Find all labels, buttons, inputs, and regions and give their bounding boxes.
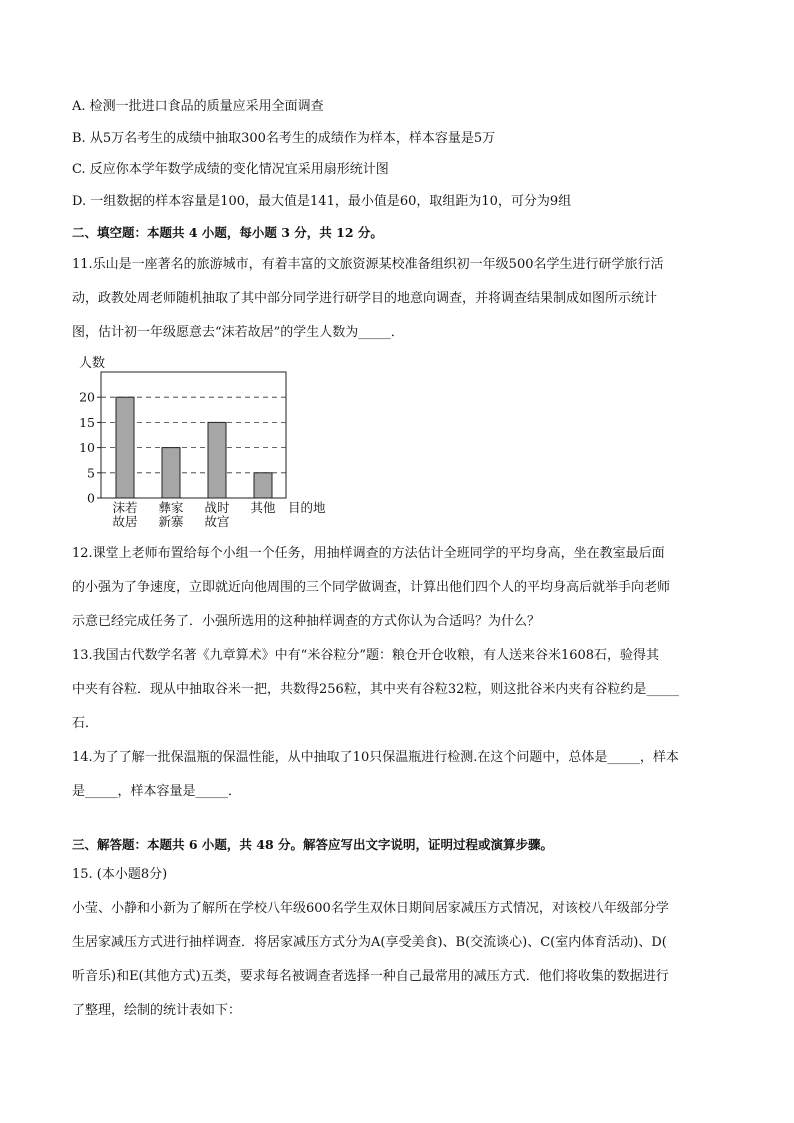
question-13: [72, 639, 732, 741]
q14-line: 14.为了了解一批保温瓶的保温性能，从中抽取了10只保温瓶进行检测.在这个问题中，总体是_____，样本: [72, 750, 679, 765]
x-tick-label: 沫若: [112, 500, 138, 515]
q13-line: 石．: [72, 716, 99, 731]
option-d: D. 一组数据的样本容量是100，最大值是141，最小值是60，取组距为10，可分为9组: [72, 193, 572, 209]
y-tick-label: 20: [79, 389, 95, 405]
option-b: B. 从5万名考生的成绩中抽取300名考生的成绩作为样本，样本容量是5万: [72, 130, 496, 146]
question-11: [72, 248, 732, 350]
q15-line: 生居家减压方式进行抽样调查．将居家减压方式分为A(享受美食)、B(交流谈心)、C(室内体育活动)、D(: [72, 935, 667, 950]
question-12: [72, 537, 732, 639]
q12-line: 12.课堂上老师布置给每个小组一个任务，用抽样调查的方法估计全班同学的平均身高，坐在教室最后面: [72, 546, 665, 561]
option-a: A. 检测一批进口食品的质量应采用全面调查: [72, 99, 324, 114]
q13-line: 13.我国古代数学名著《九章算术》中有“米谷粒分”题：粮仓开仓收粮，有人送来谷米1608石，验得其: [72, 648, 660, 663]
x-tick-label: 彝家: [158, 500, 184, 515]
q15-line: 听音乐)和E(其他方式)五类，要求每名被调查者选择一种自己最常用的减压方式．他们将收集的数据进行: [72, 969, 669, 984]
bar-chart-svg: [66, 352, 326, 527]
question-14: [72, 741, 732, 809]
bar: [208, 422, 226, 498]
x-tick-label: 故宫: [204, 514, 230, 527]
y-tick-label: 5: [87, 465, 95, 481]
y-axis-label: 人数: [79, 356, 106, 371]
bar: [162, 448, 180, 498]
bar: [116, 397, 134, 498]
q14-line: 是_____，样本容量是_____．: [72, 784, 242, 799]
x-tick-label: 新寨: [158, 514, 184, 527]
document-page: [72, 96, 732, 1028]
section-2-heading: 二、填空题：本题共 4 小题，每小题 3 分，共 12 分。: [72, 225, 383, 240]
x-tick-label: 战时: [204, 500, 230, 515]
bar: [254, 473, 272, 498]
section-3-heading: 三、解答题：本题共 6 小题，共 48 分。解答应写出文字说明，证明过程或演算步骤。: [72, 837, 554, 852]
q11-line: 图，估计初一年级愿意去“沫若故居”的学生人数为_____．: [72, 325, 404, 340]
q15-title: 15. (本小题8分): [72, 867, 168, 882]
y-tick-label: 0: [87, 490, 95, 506]
question-15: [72, 858, 732, 1028]
q11-line: 11.乐山是一座著名的旅游城市，有着丰富的文旅资源某校准备组织初一年级500名学生进行研学旅行活: [72, 257, 664, 272]
q15-line: 小莹、小静和小新为了解所在学校八年级600名学生双休日期间居家减压方式情况，对该校八年级部分学: [72, 901, 669, 916]
q12-line: 示意已经完成任务了．小强所选用的这种抽样调查的方式你认为合适吗？为什么？: [72, 614, 541, 629]
q13-line: 中夹有谷粒．现从中抽取谷米一把，共数得256粒，其中夹有谷粒32粒，则这批谷米内夹有谷粒约是_____: [72, 682, 679, 697]
bar-chart: [66, 352, 326, 527]
y-tick-label: 10: [79, 440, 95, 456]
option-c: C. 反应你本学年数学成绩的变化情况宜采用扇形统计图: [72, 162, 389, 177]
x-axis-label: 目的地: [288, 500, 326, 515]
y-tick-label: 15: [79, 414, 95, 430]
q12-line: 的小强为了争速度，立即就近向他周围的三个同学做调查，计算出他们四个人的平均身高后就举手向老师: [72, 580, 671, 595]
x-tick-label: 故居: [112, 514, 138, 527]
x-tick-label: 其他: [250, 500, 276, 515]
q15-line: 了整理，绘制的统计表如下：: [72, 1003, 242, 1018]
q11-line: 动，政教处周老师随机抽取了其中部分同学进行研学目的地意向调查，并将调查结果制成如图所示统计: [72, 291, 658, 306]
